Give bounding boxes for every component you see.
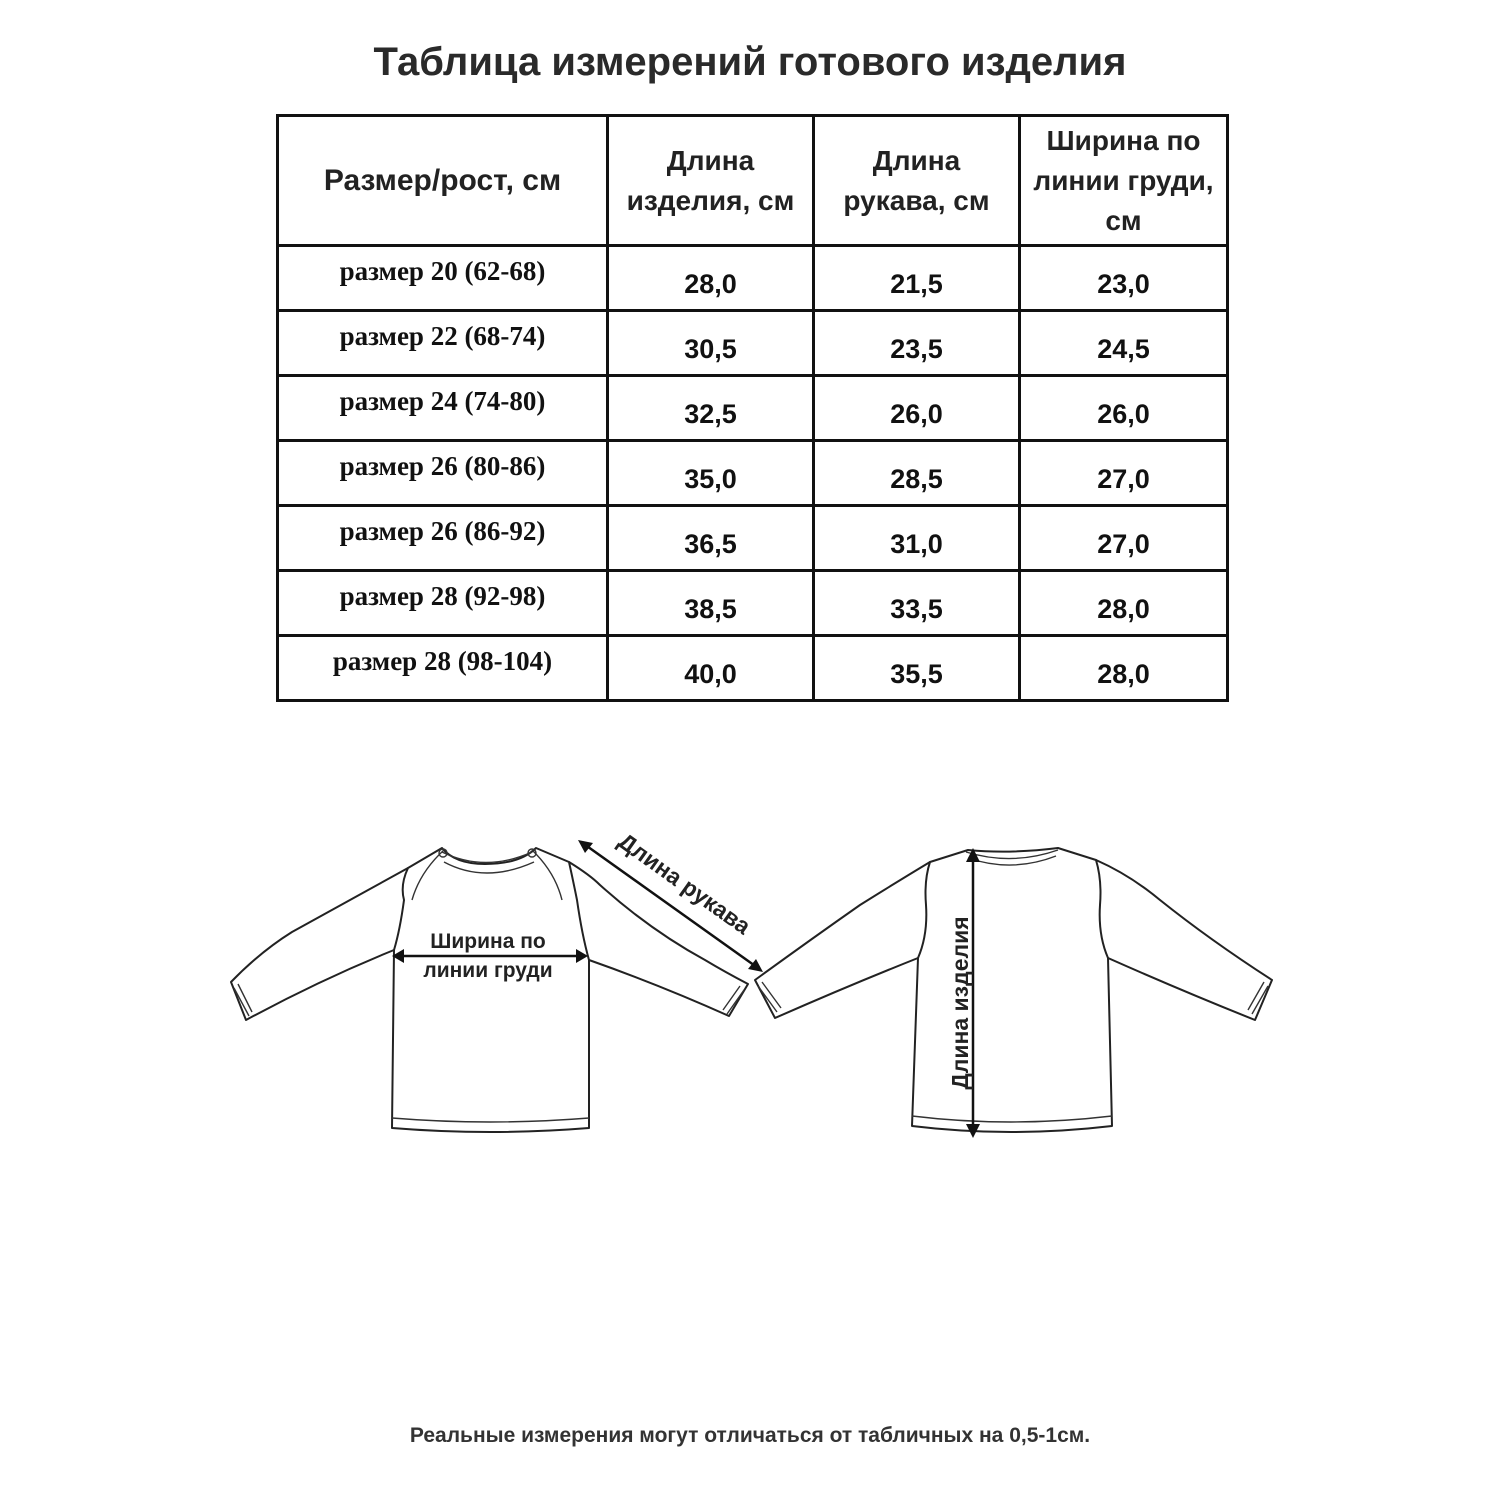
chest-cell: 26,0 — [1020, 376, 1228, 441]
size-cell: размер 28 (92-98) — [278, 571, 608, 636]
front-right-sleeve — [569, 862, 748, 1016]
table-row — [278, 636, 1228, 701]
table-row — [278, 441, 1228, 506]
header-length — [608, 116, 814, 246]
chest-cell: 23,0 — [1020, 246, 1228, 311]
length-cell: 28,0 — [608, 246, 814, 311]
sleeve-cell: 35,5 — [814, 636, 1020, 701]
length-cell: 40,0 — [608, 636, 814, 701]
chest-cell: 27,0 — [1020, 441, 1228, 506]
sleeve-cell: 26,0 — [814, 376, 1020, 441]
size-table — [276, 114, 1229, 702]
header-sleeve-line-2: рукава, см — [843, 184, 990, 216]
header-chest-line-3: см — [1105, 204, 1142, 236]
size-cell: размер 22 (68-74) — [278, 311, 608, 376]
back-shirt-body — [912, 848, 1112, 1132]
header-sleeve-line-1: Длина — [872, 144, 961, 176]
length-cell: 38,5 — [608, 571, 814, 636]
chest-label-line-1: Ширина по — [430, 930, 546, 953]
table-row — [278, 246, 1228, 311]
chest-cell: 24,5 — [1020, 311, 1228, 376]
sleeve-cell: 33,5 — [814, 571, 1020, 636]
size-cell: размер 28 (98-104) — [278, 636, 608, 701]
front-envelope-neck — [412, 850, 562, 900]
length-cell: 35,0 — [608, 441, 814, 506]
chest-measurement — [392, 930, 588, 982]
chest-cell: 28,0 — [1020, 636, 1228, 701]
back-left-sleeve — [755, 862, 930, 1018]
header-chest-line-2: линии груди, — [1033, 164, 1214, 196]
sleeve-cell: 23,5 — [814, 311, 1020, 376]
size-cell: размер 24 (74-80) — [278, 376, 608, 441]
back-right-sleeve — [1096, 860, 1272, 1020]
front-shirt-sketch — [231, 848, 748, 1132]
header-size: Размер/рост, см — [278, 116, 608, 246]
header-chest — [1020, 116, 1228, 246]
back-shirt-sketch — [755, 848, 1272, 1132]
sleeve-cell: 21,5 — [814, 246, 1020, 311]
size-cell: размер 26 (80-86) — [278, 441, 608, 506]
footnote: Реальные измерения могут отличаться от табличных на 0,5-1см. — [409, 1424, 1091, 1447]
header-chest-line-1: Ширина по — [1046, 124, 1201, 156]
sleeve-cell: 31,0 — [814, 506, 1020, 571]
size-cell: размер 26 (86-92) — [278, 506, 608, 571]
sleeve-arrow-top-icon — [578, 840, 593, 853]
front-hem-stitch — [392, 1118, 589, 1122]
length-cell: 30,5 — [608, 311, 814, 376]
header-sleeve — [814, 116, 1020, 246]
length-cell: 32,5 — [608, 376, 814, 441]
front-neckline — [442, 852, 534, 873]
sleeve-cell: 28,5 — [814, 441, 1020, 506]
header-length-line-2: изделия, см — [626, 184, 795, 216]
table-row — [278, 311, 1228, 376]
chest-cell: 28,0 — [1020, 571, 1228, 636]
measurement-sketches — [0, 800, 1500, 1160]
table-row — [278, 506, 1228, 571]
table-row — [278, 571, 1228, 636]
table-header-row — [278, 116, 1228, 246]
back-hem-stitch — [912, 1116, 1112, 1122]
page-title: Таблица измерений готового изделия — [373, 40, 1127, 84]
front-left-sleeve — [231, 868, 408, 1020]
table-row — [278, 376, 1228, 441]
size-cell: размер 20 (62-68) — [278, 246, 608, 311]
sleeve-measurement — [578, 828, 763, 972]
header-length-line-1: Длина — [666, 144, 755, 176]
sleeve-label: Длина рукава — [613, 827, 756, 940]
chest-label-line-2: линии груди — [423, 959, 553, 982]
length-measurement — [947, 848, 980, 1138]
chest-cell: 27,0 — [1020, 506, 1228, 571]
length-label: Длина изделия — [947, 916, 973, 1090]
length-cell: 36,5 — [608, 506, 814, 571]
